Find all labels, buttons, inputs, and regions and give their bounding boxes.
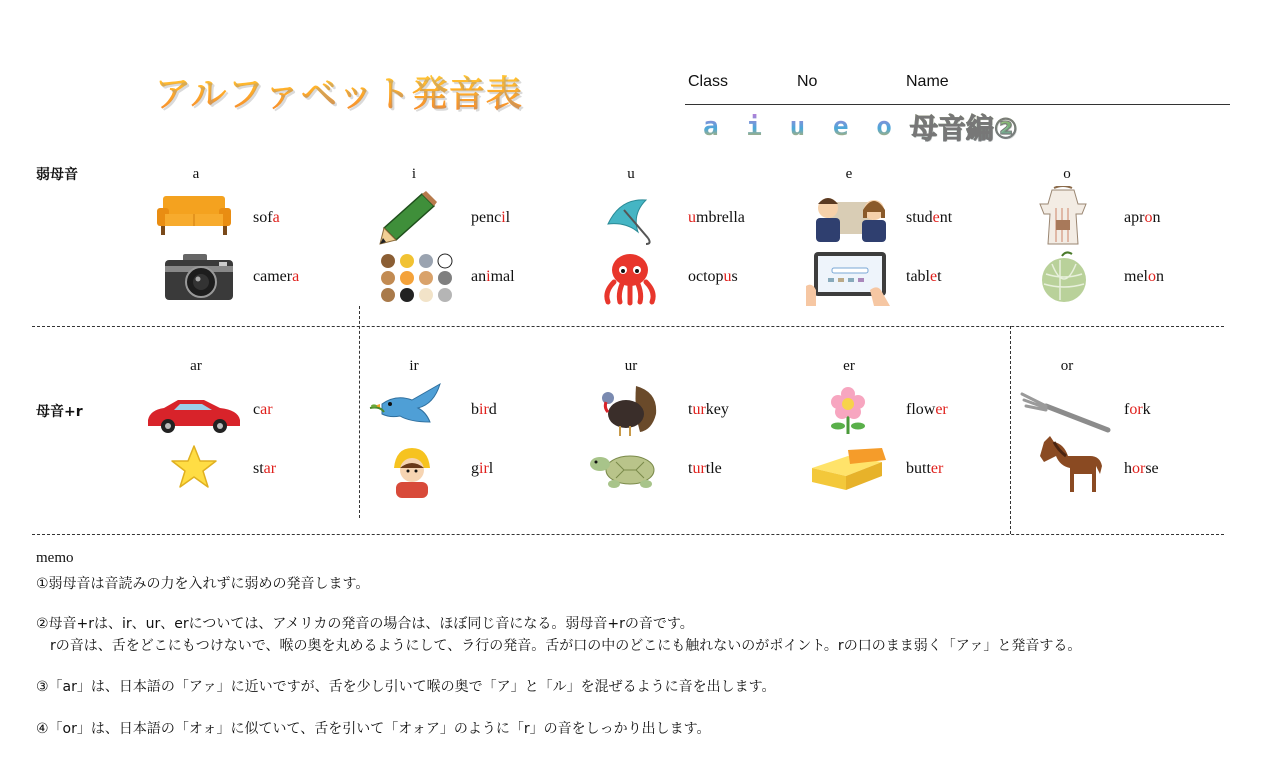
col-head: i bbox=[411, 166, 417, 182]
word-camera: camera bbox=[253, 268, 300, 285]
word-fork: fork bbox=[1124, 401, 1151, 418]
apron-icon bbox=[1036, 186, 1090, 246]
col-head: u bbox=[627, 166, 635, 182]
students-icon bbox=[808, 192, 894, 244]
weak-vowel-label: 弱母音 bbox=[36, 167, 78, 183]
word-car: car bbox=[253, 401, 273, 418]
memo-title: memo bbox=[36, 550, 74, 566]
word-umbrella: umbrella bbox=[688, 209, 745, 226]
section-title: 母音編② bbox=[910, 107, 1018, 147]
divider-vertical bbox=[1010, 326, 1011, 534]
memo-line: ③「ar」は、日本語の「アァ」に近いですが、舌を少し引いて喉の奥で「ア」と「ル」を混ぜるように音を出します。 bbox=[36, 679, 776, 695]
vowel-letters: a i u e o bbox=[703, 112, 898, 142]
turtle-icon bbox=[590, 448, 662, 490]
word-girl: girl bbox=[471, 460, 494, 477]
col-head: ir bbox=[409, 358, 419, 374]
animals-icon bbox=[379, 252, 455, 304]
col-head: o bbox=[1063, 166, 1071, 182]
divider-vertical bbox=[359, 306, 360, 518]
worksheet-title: アルファベット発音表 bbox=[155, 66, 523, 117]
memo-line: rの音は、舌をどこにもつけないで、喉の奥を丸めるようにして、ラ行の発音。舌が口の中のどこにも触れないのがポイント。rの口のまま弱く「アァ」と発音する。 bbox=[36, 638, 1082, 654]
star-icon bbox=[170, 444, 218, 490]
word-melon: melon bbox=[1124, 268, 1164, 285]
vowel-banner bbox=[703, 110, 1018, 144]
word-pencil: pencil bbox=[471, 209, 511, 226]
melon-icon bbox=[1038, 250, 1090, 306]
name-label: Name bbox=[906, 73, 949, 90]
memo-line: ②母音+rは、ir、ur、erについては、アメリカの発音の場合は、ほぼ同じ音になる。弱母音+rの音です。 bbox=[36, 616, 694, 632]
number-label: No bbox=[797, 73, 818, 90]
word-sofa: sofa bbox=[253, 209, 280, 226]
word-butter: butter bbox=[906, 460, 944, 477]
word-student: student bbox=[906, 209, 953, 226]
octopus-icon bbox=[600, 252, 660, 306]
word-animal: animal bbox=[471, 268, 515, 285]
divider-horizontal bbox=[32, 534, 1224, 535]
col-head: a bbox=[192, 166, 200, 182]
butter-icon bbox=[808, 446, 888, 492]
word-apron: apron bbox=[1124, 209, 1161, 226]
turkey-icon bbox=[596, 382, 660, 438]
name-line bbox=[685, 104, 1230, 105]
col-head: ar bbox=[190, 358, 202, 374]
sofa-icon bbox=[155, 194, 233, 238]
word-turtle: turtle bbox=[688, 460, 722, 477]
r-vowel-label: 母音+r bbox=[36, 404, 83, 420]
word-horse: horse bbox=[1124, 460, 1159, 477]
umbrella-icon bbox=[602, 194, 658, 246]
bird-icon bbox=[368, 382, 456, 432]
flower-icon bbox=[826, 386, 870, 438]
car-icon bbox=[144, 396, 242, 434]
word-tablet: tablet bbox=[906, 268, 942, 285]
horse-icon bbox=[1034, 434, 1106, 494]
word-turkey: turkey bbox=[688, 401, 729, 418]
col-head: e bbox=[845, 166, 853, 182]
col-head: or bbox=[1060, 358, 1074, 374]
memo-line: ④「or」は、日本語の「オォ」に似ていて、舌を引いて「オォア」のように「r」の音をしっかり出します。 bbox=[36, 721, 711, 737]
fork-icon bbox=[1020, 390, 1114, 434]
girl-icon bbox=[386, 444, 438, 498]
word-bird: bird bbox=[471, 401, 497, 418]
divider-horizontal bbox=[32, 326, 1224, 327]
camera-icon bbox=[163, 252, 235, 302]
word-flower: flower bbox=[906, 401, 948, 418]
memo-line: ①弱母音は音読みの力を入れずに弱めの発音します。 bbox=[36, 576, 370, 592]
word-star: star bbox=[253, 460, 277, 477]
tablet-icon bbox=[806, 250, 894, 306]
class-label: Class bbox=[688, 73, 729, 90]
col-head: er bbox=[843, 358, 855, 374]
pencil-icon bbox=[378, 190, 438, 246]
col-head: ur bbox=[624, 358, 638, 374]
word-octopus: octopus bbox=[688, 268, 738, 285]
